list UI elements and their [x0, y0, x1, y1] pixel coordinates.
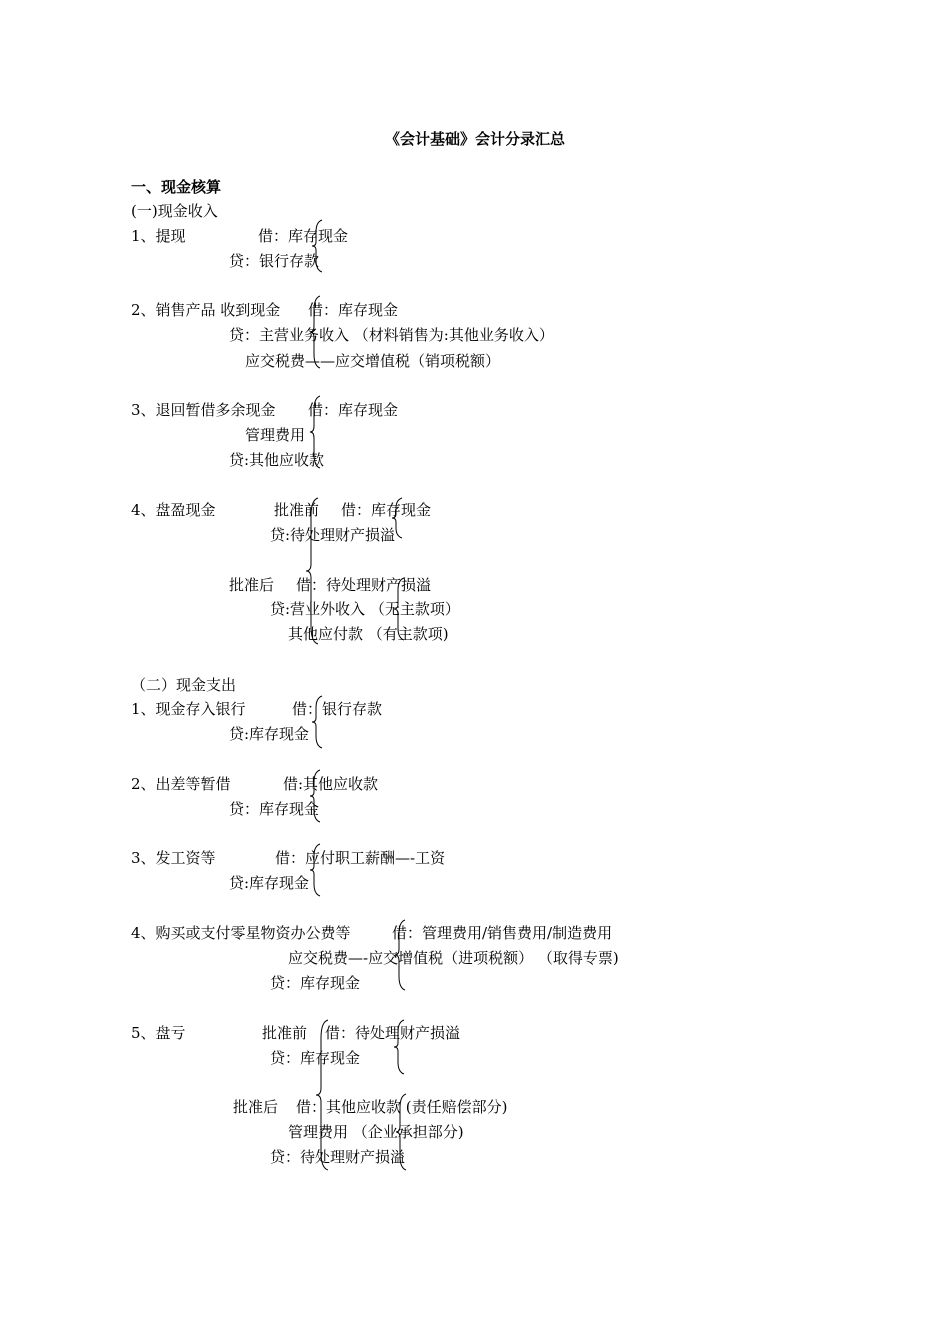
entry-1-debit: 借：库存现金: [258, 227, 349, 245]
payment-4-name: 4、购买或支付零星物资办公费等: [131, 924, 351, 942]
payment-5-after-debit2: 管理费用 （企业承担部分): [288, 1123, 464, 1141]
page-title: 《会计基础》会计分录汇总: [384, 130, 565, 148]
entry-3-debit: 借：库存现金: [308, 401, 399, 419]
entry-4-before: 批准前: [274, 501, 320, 519]
entry-2-debit: 借：库存现金: [308, 301, 399, 319]
payment-5-after: 批准后: [233, 1098, 279, 1116]
payment-5-after-credit: 贷：待处理财产损溢: [270, 1148, 406, 1166]
brace-icon: [310, 770, 322, 822]
payment-5-before-debit: 借：待处理财产损溢: [325, 1024, 461, 1042]
payment-4-debit: 借：管理费用/销售费用/制造费用: [392, 924, 613, 942]
subsection-cash-payment: （二）现金支出: [131, 676, 237, 694]
brace-icon: [310, 396, 322, 468]
payment-1-name: 1、现金存入银行: [131, 700, 246, 718]
section-heading-cash: 一、现金核算: [131, 178, 222, 196]
entry-4-after-debit: 借：待处理财产损溢: [296, 576, 432, 594]
entry-4-after-credit2: 其他应付款 （有主款项): [288, 625, 449, 643]
entry-3-debit2: 管理费用: [245, 426, 306, 444]
brace-icon: [395, 920, 407, 990]
payment-3-debit: 借：应付职工薪酬—-工资: [275, 849, 446, 867]
payment-1-credit: 贷:库存现金: [229, 725, 310, 743]
payment-3-credit: 贷:库存现金: [229, 874, 310, 892]
entry-2-name: 2、销售产品 收到现金: [131, 301, 281, 319]
entry-3-credit: 贷:其他应收款: [229, 451, 325, 469]
payment-5-before: 批准前: [262, 1024, 308, 1042]
payment-5-after-debit: 借：其他应收款 (责任赔偿部分): [296, 1098, 508, 1116]
entry-4-name: 4、盘盈现金: [131, 501, 216, 519]
entry-4-before-credit: 贷:待处理财产损溢: [270, 526, 396, 544]
entry-4-after-credit: 贷:营业外收入 （无主款项）: [270, 600, 460, 618]
payment-2-credit: 贷：库存现金: [229, 800, 320, 818]
brace-icon: [312, 220, 324, 272]
brace-icon: [394, 1020, 406, 1074]
entry-2-credit: 贷：主营业务收入 （材料销售为:其他业务收入）: [229, 326, 554, 344]
brace-icon: [394, 578, 406, 640]
entry-1-credit: 贷：银行存款: [229, 252, 320, 270]
brace-icon: [310, 296, 322, 368]
brace-icon: [312, 696, 324, 748]
entry-2-credit2: 应交税费——应交增值税（销项税额）: [245, 352, 501, 370]
brace-icon: [306, 498, 320, 644]
payment-2-debit: 借:其他应收款: [283, 775, 379, 793]
payment-4-credit: 贷：库存现金: [270, 974, 361, 992]
payment-5-name: 5、盘亏: [131, 1024, 186, 1042]
subsection-cash-income: (一)现金收入: [131, 202, 218, 220]
brace-icon: [396, 1094, 408, 1170]
entry-3-name: 3、退回暂借多余现金: [131, 401, 276, 419]
payment-3-name: 3、发工资等: [131, 849, 216, 867]
entry-4-after: 批准后: [229, 576, 275, 594]
entry-4-before-debit: 借：库存现金: [341, 501, 432, 519]
brace-icon: [310, 844, 322, 896]
payment-4-debit2: 应交税费—-应交增值税（进项税额） （取得专票): [288, 949, 619, 967]
brace-icon: [316, 1020, 330, 1170]
entry-1-name: 1、提现: [131, 227, 186, 245]
payment-5-before-credit: 贷：库存现金: [270, 1049, 361, 1067]
payment-2-name: 2、出差等暂借: [131, 775, 231, 793]
brace-icon: [392, 498, 404, 538]
payment-1-debit: 借：银行存款: [292, 700, 383, 718]
